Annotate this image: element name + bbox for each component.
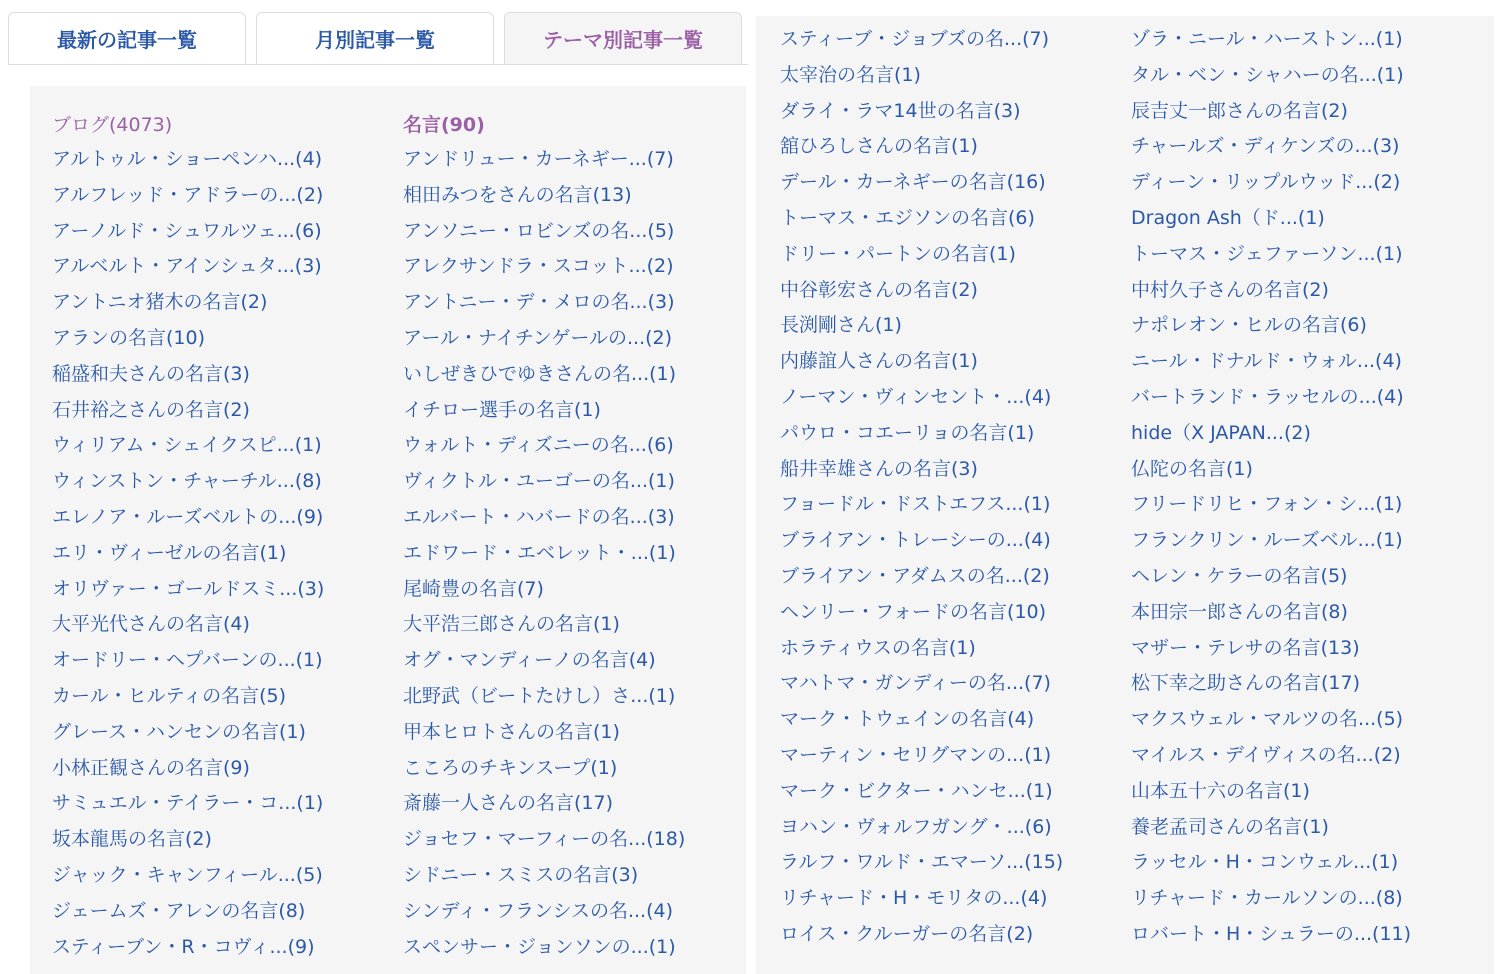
- category-link[interactable]: ジャック・キャンフィール...(5): [52, 864, 323, 886]
- category-link[interactable]: アルフレッド・アドラーの...(2): [52, 183, 324, 206]
- category-link[interactable]: フリードリヒ・フォン・シ...(1): [1131, 493, 1403, 516]
- category-link[interactable]: ラルフ・ワルド・エマーソ...(15): [780, 851, 1064, 874]
- category-link[interactable]: フョードル・ドストエフス...(1): [780, 493, 1051, 516]
- category-link[interactable]: オリヴァー・ゴールドスミ...(3): [52, 577, 325, 600]
- category-link[interactable]: いしぜきひでゆきさんの名...(1): [403, 362, 677, 385]
- category-link[interactable]: hide（X JAPAN...(2): [1131, 421, 1311, 444]
- category-link[interactable]: 内藤誼人さんの名言(1): [780, 350, 978, 373]
- category-link[interactable]: 仏陀の名言(1): [1131, 457, 1253, 480]
- category-link[interactable]: 中谷彰宏さんの名言(2): [780, 278, 978, 301]
- category-link[interactable]: 大平光代さんの名言(4): [52, 613, 250, 636]
- category-link[interactable]: アンドリュー・カーネギー...(7): [403, 148, 674, 170]
- category-link[interactable]: こころのチキンスープ(1): [403, 756, 618, 779]
- category-link[interactable]: 松下幸之助さんの名言(17): [1131, 672, 1361, 695]
- category-link[interactable]: 辰吉丈一郎さんの名言(2): [1131, 99, 1348, 122]
- category-link[interactable]: ロイス・クルーガーの名言(2): [780, 923, 1034, 945]
- category-link[interactable]: ロバート・H・シュラーの...(11): [1131, 923, 1412, 945]
- category-link[interactable]: カール・ヒルティの名言(5): [52, 685, 287, 707]
- category-link[interactable]: 中村久子さんの名言(2): [1131, 278, 1329, 301]
- category-link[interactable]: 相田みつをさんの名言(13): [403, 183, 632, 206]
- category-link[interactable]: リチャード・H・モリタの...(4): [780, 887, 1048, 910]
- category-link[interactable]: サミュエル・テイラー・コ...(1): [52, 792, 324, 815]
- category-link[interactable]: ヨハン・ヴォルフガング・...(6): [780, 815, 1052, 838]
- category-heading-quotes[interactable]: 名言(90): [403, 114, 485, 136]
- category-link[interactable]: アンソニー・ロビンズの名...(5): [403, 219, 675, 242]
- category-link[interactable]: アントニー・デ・メロの名...(3): [403, 291, 675, 314]
- category-link[interactable]: スティーブ・ジョブズの名...(7): [780, 28, 1050, 50]
- category-link[interactable]: 稲盛和夫さんの名言(3): [52, 362, 250, 385]
- tab-theme-articles[interactable]: テーマ別記事一覧: [504, 12, 742, 64]
- category-link[interactable]: マーティン・セリグマンの...(1): [780, 744, 1052, 766]
- category-link[interactable]: マクスウェル・マルツの名...(5): [1131, 708, 1404, 731]
- category-link[interactable]: アレクサンドラ・スコット...(2): [403, 255, 674, 278]
- category-link[interactable]: 山本五十六の名言(1): [1131, 779, 1310, 802]
- category-link[interactable]: ニール・ドナルド・ウォル...(4): [1131, 350, 1402, 373]
- tab-monthly-articles[interactable]: 月別記事一覧: [256, 12, 494, 64]
- tab-bar: [8, 12, 748, 66]
- category-link[interactable]: 尾崎豊の名言(7): [403, 577, 544, 600]
- category-link[interactable]: ヘレン・ケラーの名言(5): [1131, 565, 1348, 587]
- category-heading-blog[interactable]: ブログ(4073): [52, 114, 173, 136]
- category-link[interactable]: 舘ひろしさんの名言(1): [780, 135, 978, 158]
- tab-latest-articles[interactable]: 最新の記事一覧: [8, 12, 246, 64]
- category-link[interactable]: ウィリアム・シェイクスピ...(1): [52, 434, 322, 457]
- category-link[interactable]: ヴィクトル・ユーゴーの名...(1): [403, 470, 675, 493]
- category-link[interactable]: バートランド・ラッセルの...(4): [1131, 386, 1404, 408]
- category-link[interactable]: ゾラ・ニール・ハーストン...(1): [1131, 28, 1403, 50]
- category-link[interactable]: エリ・ヴィーゼルの名言(1): [52, 541, 287, 564]
- category-link[interactable]: アルベルト・アインシュタ...(3): [52, 255, 322, 278]
- category-link[interactable]: イチロー選手の名言(1): [403, 398, 601, 421]
- category-link[interactable]: パウロ・コエーリョの名言(1): [780, 421, 1035, 444]
- category-link[interactable]: アントニオ猪木の名言(2): [52, 291, 268, 314]
- category-link[interactable]: 石井裕之さんの名言(2): [52, 398, 250, 421]
- category-link[interactable]: マーク・トウェインの名言(4): [780, 708, 1035, 731]
- category-link[interactable]: アール・ナイチンゲールの...(2): [403, 327, 673, 349]
- category-link[interactable]: マザー・テレサの名言(13): [1131, 636, 1360, 659]
- category-link[interactable]: 大平浩三郎さんの名言(1): [403, 613, 620, 636]
- category-link[interactable]: チャールズ・ディケンズの...(3): [1131, 135, 1400, 158]
- category-link[interactable]: ドリー・パートンの名言(1): [780, 242, 1016, 265]
- category-link[interactable]: オグ・マンディーノの名言(4): [403, 649, 656, 672]
- category-link[interactable]: ウィンストン・チャーチル...(8): [52, 470, 322, 493]
- category-link[interactable]: ラッセル・H・コンウェル...(1): [1131, 851, 1399, 874]
- category-link[interactable]: トーマス・エジソンの名言(6): [780, 207, 1035, 229]
- category-link[interactable]: マーク・ビクター・ハンセ...(1): [780, 779, 1053, 802]
- category-link[interactable]: スティーブン・R・コヴィ...(9): [52, 935, 315, 958]
- tab-divider: [8, 64, 748, 65]
- category-link[interactable]: アルトゥル・ショーペンハ...(4): [52, 148, 323, 170]
- category-link[interactable]: 太宰治の名言(1): [780, 63, 921, 86]
- category-link[interactable]: デール・カーネギーの名言(16): [780, 171, 1046, 194]
- category-link[interactable]: ジェームズ・アレンの名言(8): [52, 899, 306, 922]
- category-link[interactable]: ホラティウスの名言(1): [780, 636, 976, 659]
- category-link[interactable]: ジョセフ・マーフィーの名...(18): [403, 828, 686, 851]
- category-link[interactable]: ディーン・リップルウッド...(2): [1131, 171, 1401, 194]
- theme-list-content: [30, 86, 746, 974]
- category-link[interactable]: フランクリン・ルーズベル...(1): [1131, 529, 1403, 552]
- category-link[interactable]: スペンサー・ジョンソンの...(1): [403, 935, 676, 958]
- category-link[interactable]: エドワード・エベレット・...(1): [403, 541, 676, 564]
- category-link[interactable]: リチャード・カールソンの...(8): [1131, 887, 1403, 910]
- category-link[interactable]: 甲本ヒロトさんの名言(1): [403, 720, 620, 743]
- category-link[interactable]: オードリー・ヘプバーンの...(1): [52, 649, 323, 672]
- category-link[interactable]: エレノア・ルーズベルトの...(9): [52, 506, 324, 528]
- category-link[interactable]: 船井幸雄さんの名言(3): [780, 457, 978, 480]
- category-link[interactable]: エルバート・ハバードの名...(3): [403, 506, 675, 528]
- category-link[interactable]: 斎藤一人さんの名言(17): [403, 792, 614, 815]
- category-link[interactable]: Dragon Ash（ド...(1): [1131, 207, 1325, 229]
- category-link[interactable]: シドニー・スミスの名言(3): [403, 864, 639, 886]
- category-link[interactable]: 北野武（ビートたけし）さ...(1): [403, 685, 676, 707]
- category-link[interactable]: ブライアン・アダムスの名...(2): [780, 565, 1050, 587]
- category-link[interactable]: ウォルト・ディズニーの名...(6): [403, 434, 674, 457]
- category-link[interactable]: 養老孟司さんの名言(1): [1131, 815, 1329, 838]
- category-link[interactable]: ナポレオン・ヒルの名言(6): [1131, 314, 1367, 337]
- category-link[interactable]: 本田宗一郎さんの名言(8): [1131, 600, 1348, 623]
- category-link[interactable]: ヘンリー・フォードの名言(10): [780, 600, 1047, 623]
- category-link[interactable]: 小林正観さんの名言(9): [52, 756, 250, 779]
- category-link[interactable]: ダライ・ラマ14世の名言(3): [780, 99, 1021, 122]
- category-link[interactable]: アランの名言(10): [52, 327, 206, 349]
- category-link[interactable]: アーノルド・シュワルツェ...(6): [52, 219, 322, 242]
- category-link[interactable]: タル・ベン・シャハーの名...(1): [1131, 63, 1404, 86]
- category-link[interactable]: マハトマ・ガンディーの名...(7): [780, 672, 1051, 695]
- category-link[interactable]: 長渕剛さん(1): [780, 314, 902, 337]
- category-link[interactable]: トーマス・ジェファーソン...(1): [1131, 242, 1403, 265]
- category-link[interactable]: シンディ・フランシスの名...(4): [403, 899, 673, 922]
- category-panel-continued: [756, 16, 1494, 974]
- category-link[interactable]: マイルス・デイヴィスの名...(2): [1131, 744, 1401, 766]
- category-link[interactable]: グレース・ハンセンの名言(1): [52, 720, 306, 743]
- category-link[interactable]: ノーマン・ヴィンセント・...(4): [780, 386, 1052, 408]
- category-link[interactable]: ブライアン・トレーシーの...(4): [780, 529, 1051, 552]
- category-link[interactable]: 坂本龍馬の名言(2): [52, 828, 212, 851]
